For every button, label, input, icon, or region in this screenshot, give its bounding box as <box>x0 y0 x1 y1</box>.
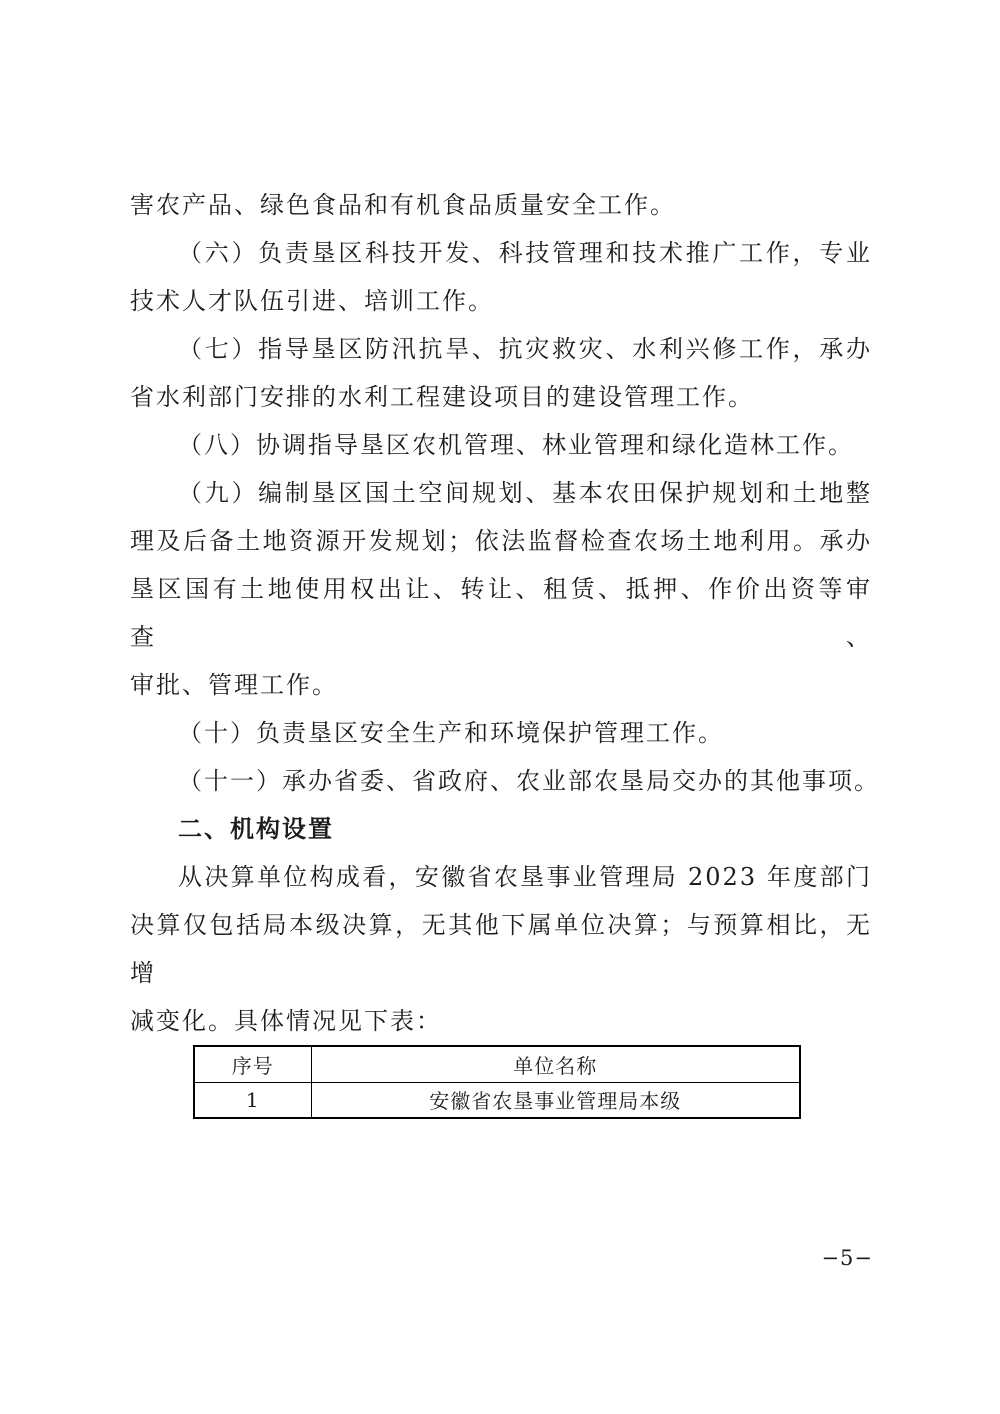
body-line: 垦区国有土地使用权出让、转让、租赁、抵押、作价出资等审查、 <box>130 575 872 651</box>
table-cell-seq: 1 <box>194 1082 311 1118</box>
body-line: （六）负责垦区科技开发、科技管理和技术推广工作，专业 <box>178 239 872 267</box>
table-header-unit-name: 单位名称 <box>311 1046 800 1082</box>
body-line: 减变化。具体情况见下表： <box>130 1007 442 1035</box>
body-line: 从决算单位构成看，安徽省农垦事业管理局 2023 年度部门 <box>178 863 872 891</box>
document-body <box>130 181 880 1119</box>
table-row <box>194 1082 800 1118</box>
body-line: 决算仅包括局本级决算，无其他下属单位决算；与预算相比，无增 <box>130 911 872 987</box>
table-header-seq: 序号 <box>194 1046 311 1082</box>
body-line: （十一）承办省委、省政府、农业部农垦局交办的其他事项。 <box>178 767 880 795</box>
body-line: 害农产品、绿色食品和有机食品质量安全工作。 <box>130 191 676 219</box>
body-line: 省水利部门安排的水利工程建设项目的建设管理工作。 <box>130 383 754 411</box>
unit-table <box>193 1045 801 1119</box>
page-number: −5− <box>821 1246 873 1270</box>
body-line: （七）指导垦区防汛抗旱、抗灾救灾、水利兴修工作，承办 <box>178 335 872 363</box>
body-line: 技术人才队伍引进、培训工作。 <box>130 287 494 315</box>
body-line: （八）协调指导垦区农机管理、林业管理和绿化造林工作。 <box>178 431 854 459</box>
body-line: 审批、管理工作。 <box>130 671 338 699</box>
body-line: （十）负责垦区安全生产和环境保护管理工作。 <box>178 719 724 747</box>
table-cell-unit-name: 安徽省农垦事业管理局本级 <box>311 1082 800 1118</box>
body-line: （九）编制垦区国土空间规划、基本农田保护规划和土地整 <box>178 479 872 507</box>
table-header-row <box>194 1046 800 1082</box>
section-heading: 二、机构设置 <box>178 815 334 843</box>
body-line: 理及后备土地资源开发规划；依法监督检查农场土地利用。承办 <box>130 527 872 555</box>
